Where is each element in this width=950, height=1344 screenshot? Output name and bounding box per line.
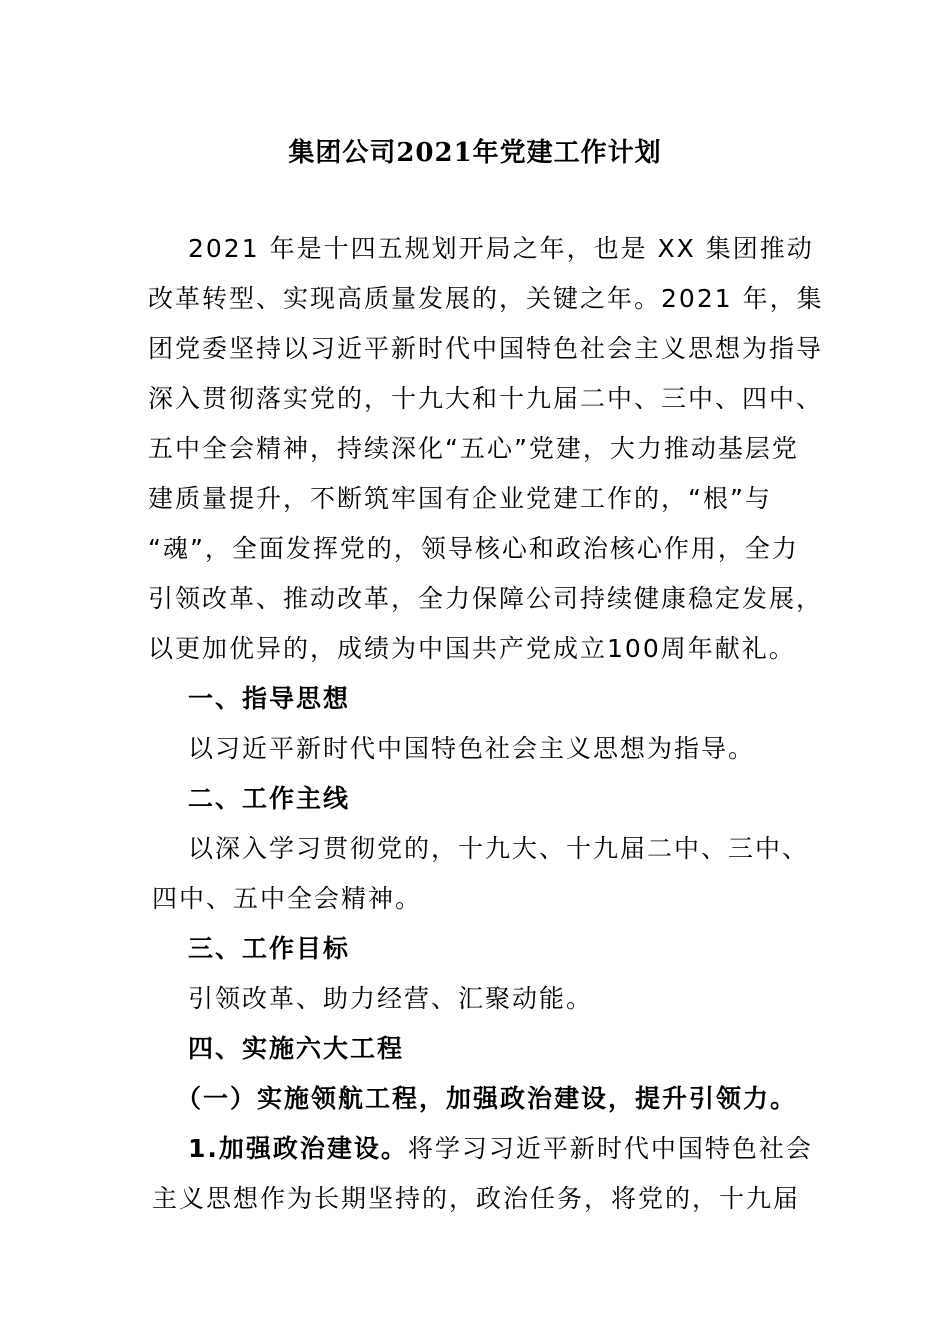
intro-line-3: 团党委坚持以习近平新时代中国特色社会主义思想为指导 bbox=[148, 334, 824, 363]
intro-line-6: 建质量提升，不断筑牢国有企业党建工作的，“根”与 bbox=[148, 484, 772, 513]
intro-line-1: 2021 年是十四五规划开局之年，也是 XX 集团推动 bbox=[188, 234, 814, 263]
intro-line-9: 以更加优异的，成绩为中国共产党成立100周年献礼。 bbox=[148, 634, 796, 663]
item-1-line-1 bbox=[188, 1132, 813, 1166]
item-1-line-2: 主义思想作为长期坚持的，政治任务，将党的，十九届 bbox=[152, 1184, 801, 1213]
section-heading-goals: 三、工作目标 bbox=[188, 934, 351, 963]
section-heading-six-projects: 四、实施六大工程 bbox=[188, 1034, 405, 1063]
intro-line-7: “魂”，全面发挥党的，领导核心和政治核心作用，全力 bbox=[148, 534, 799, 563]
section-text-goals: 引领改革、助力经营、汇聚动能。 bbox=[188, 984, 594, 1013]
intro-line-2: 改革转型、实现高质量发展的，关键之年。2021 年，集 bbox=[148, 284, 824, 313]
intro-line-8: 引领改革、推动改革，全力保障公司持续健康稳定发展， bbox=[148, 584, 824, 613]
document-title: 集团公司2021年党建工作计划 bbox=[288, 138, 662, 168]
section-heading-guiding-thought: 一、指导思想 bbox=[188, 684, 351, 713]
section-text-main-line-1: 以深入学习贯彻党的，十九大、十九届二中、三中、 bbox=[188, 834, 810, 863]
item-1-text-first: 将学习习近平新时代中国特色社会 bbox=[407, 1134, 813, 1163]
intro-line-4: 深入贯彻落实党的，十九大和十九届二中、三中、四中、 bbox=[148, 384, 824, 413]
subsection-heading-leading-project: （一）实施领航工程，加强政治建设，提升引领力。 bbox=[176, 1084, 798, 1113]
section-text-guiding-thought: 以习近平新时代中国特色社会主义思想为指导。 bbox=[188, 734, 756, 763]
section-heading-main-line: 二、工作主线 bbox=[188, 784, 351, 813]
item-1-label: 1.加强政治建设。 bbox=[188, 1134, 408, 1163]
section-text-main-line-2: 四中、五中全会精神。 bbox=[152, 884, 423, 913]
intro-line-5: 五中全会精神，持续深化“五心”党建，大力推动基层党 bbox=[148, 434, 799, 463]
